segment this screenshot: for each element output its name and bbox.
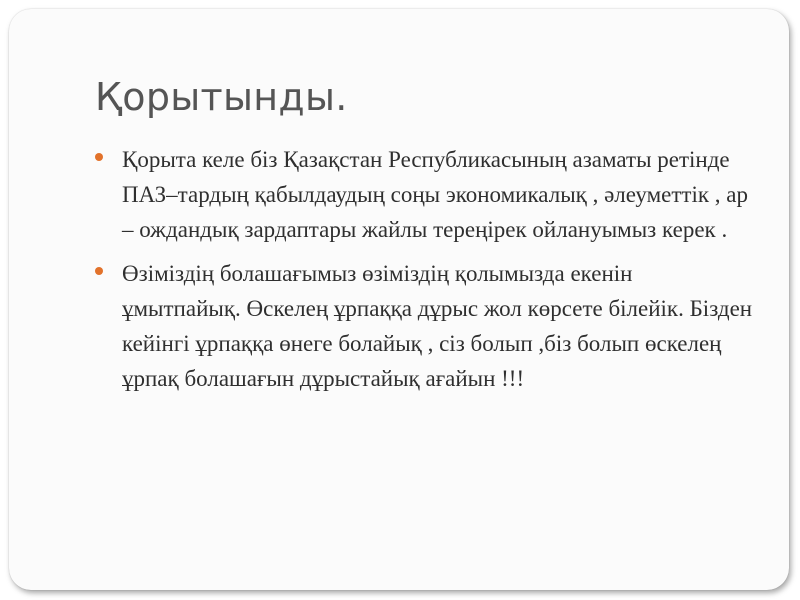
bullet-text: Қорыта келе біз Қазақстан Республикасының азаматы ретінде ПАЗ–тардың қабылдаудың соңы экономикалық , әлеуметтік , ар – ождандық зардаптары жайлы тереңірек ойлануымыз керек . [122, 147, 748, 242]
bullet-list [95, 142, 755, 405]
bullet-text: Өзіміздің болашағымыз өзіміздің қолымызда екенін ұмытпайық. Өскелең ұрпаққа дұрыс жол көрсете білейік. Бізден кейінгі ұрпаққа өнеге болайық , сіз болып ,біз болып өскелең ұрпақ болашағын дұрыстайық ағайын !!! [122, 261, 753, 391]
slide [9, 9, 789, 590]
bullet-item-conclusion [95, 142, 755, 247]
bullet-dot-icon [95, 267, 103, 275]
slide-title: Қорытынды. [95, 75, 348, 119]
bullet-dot-icon [95, 153, 103, 161]
bullet-item-future [95, 256, 755, 396]
